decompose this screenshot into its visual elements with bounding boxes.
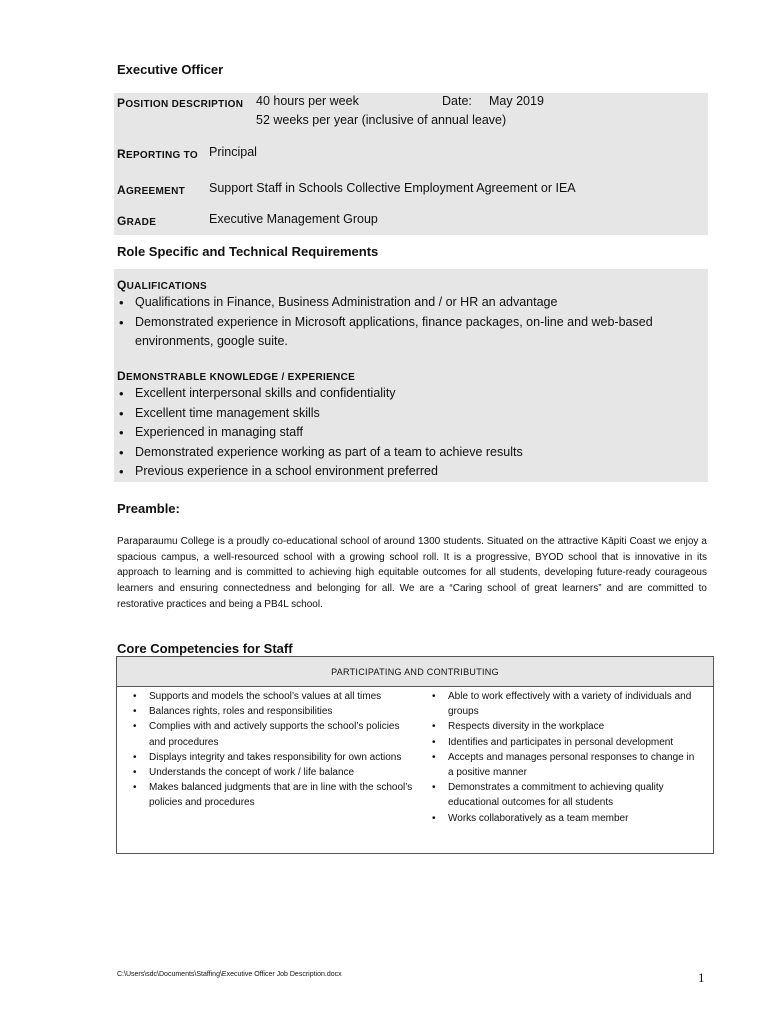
qualifications-list xyxy=(117,293,692,352)
knowledge-list xyxy=(117,384,692,482)
list-item: • Excellent time management skills xyxy=(117,404,692,424)
list-item: • Qualifications in Finance, Business Administration and / or HR an advantage xyxy=(117,293,692,313)
list-item: • Accepts and manages personal responses to change in a positive manner xyxy=(430,750,700,780)
page-number: 1 xyxy=(698,970,705,985)
list-item: • Demonstrated experience working as part of a team to achieve results xyxy=(117,443,692,463)
position-label: POSITION DESCRIPTION xyxy=(117,96,244,110)
list-item: • Identifies and participates in personal development xyxy=(430,735,700,750)
list-item: • Excellent interpersonal skills and confidentiality xyxy=(117,384,692,404)
competencies-right-column xyxy=(430,689,700,826)
list-item: • Respects diversity in the workplace xyxy=(430,719,700,734)
table-header: PARTICIPATING AND CONTRIBUTING xyxy=(117,657,713,687)
list-item: • Experienced in managing staff xyxy=(117,423,692,443)
list-item: • Works collaboratively as a team member xyxy=(430,811,700,826)
position-weeks: 52 weeks per year (inclusive of annual leave) xyxy=(256,113,507,127)
position-hours: 40 hours per week xyxy=(256,94,359,108)
list-item: • Displays integrity and takes responsibility for own actions xyxy=(131,750,416,765)
list-item: • Complies with and actively supports the school’s policies and procedures xyxy=(131,719,416,749)
role-heading: Role Specific and Technical Requirements xyxy=(117,244,379,259)
date-label: Date: xyxy=(442,94,472,108)
reporting-label: REPORTING TO xyxy=(117,147,198,161)
grade-value: Executive Management Group xyxy=(209,212,378,226)
agreement-label: AGREEMENT xyxy=(117,183,186,197)
competencies-table xyxy=(116,656,714,854)
agreement-value: Support Staff in Schools Collective Employment Agreement or IEA xyxy=(209,181,576,195)
list-item: • Supports and models the school’s values at all times xyxy=(131,689,416,704)
qualifications-label: QUALIFICATIONS xyxy=(117,278,208,292)
core-heading: Core Competencies for Staff xyxy=(117,641,293,656)
list-item: • Balances rights, roles and responsibilities xyxy=(131,704,416,719)
list-item: • Makes balanced judgments that are in line with the school’s policies and procedures xyxy=(131,780,416,810)
competencies-left-column xyxy=(131,689,416,811)
preamble-heading: Preamble: xyxy=(117,501,180,516)
list-item: • Demonstrated experience in Microsoft applications, finance packages, on-line and web-based environments, google suite. xyxy=(117,313,692,352)
date-value: May 2019 xyxy=(489,94,544,108)
reporting-value: Principal xyxy=(209,145,257,159)
list-item: • Understands the concept of work / life balance xyxy=(131,765,416,780)
preamble-text: Paraparaumu College is a proudly co-educational school of around 1300 students. Situated on the attractive Kāpiti Coast we enjoy a spacious campus, a well-resourced school with a growing school roll. It is a progressive, BYOD school that is innovative in its approach to learning and is committed to achieving high equitable outcomes for all students, developing future-ready courageous learners and ensuring connectedness and belonging for all. We are a “Caring school of great learners” and are committed to restorative practices and being a PB4L school. xyxy=(117,536,707,610)
grade-label: GRADE xyxy=(117,214,157,228)
list-item: • Previous experience in a school environment preferred xyxy=(117,462,692,482)
list-item: • Demonstrates a commitment to achieving quality educational outcomes for all students xyxy=(430,780,700,810)
page-title: Executive Officer xyxy=(117,62,224,77)
footer-file-path: C:\Users\sdc\Documents\Staffing\Executive Officer Job Description.docx xyxy=(117,971,342,978)
knowledge-label: DEMONSTRABLE KNOWLEDGE / EXPERIENCE xyxy=(117,369,356,383)
list-item: • Able to work effectively with a variety of individuals and groups xyxy=(430,689,700,719)
